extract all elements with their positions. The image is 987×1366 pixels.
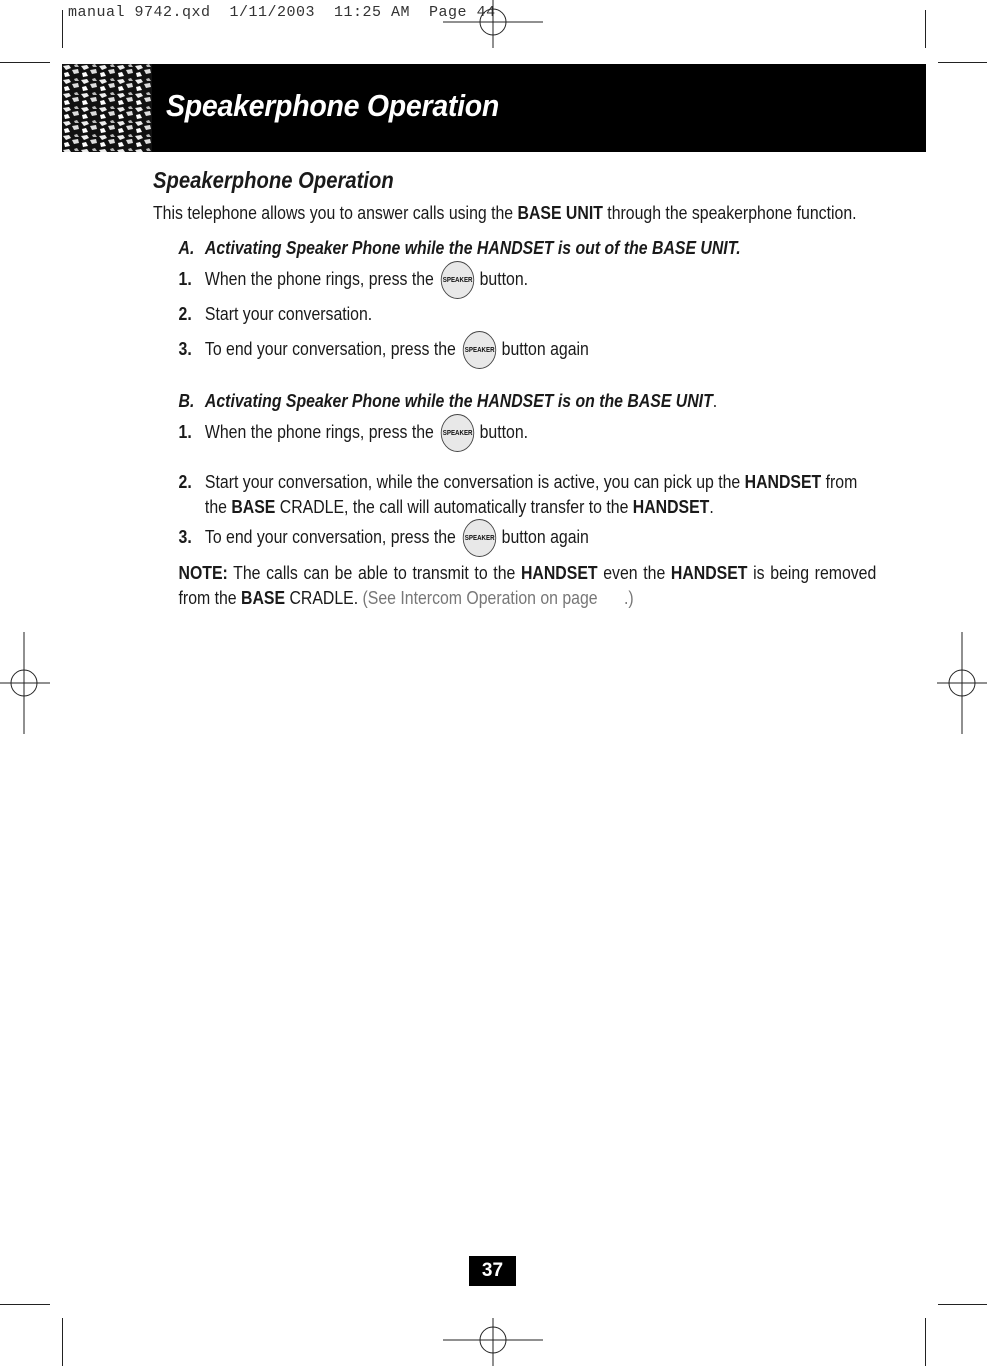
step-number: 2. [178,304,192,324]
speaker-button-icon: SPEAKER [463,519,496,557]
speaker-button-icon: SPEAKER [441,261,474,299]
intro-text-1: This telephone allows you to answer calls using the [153,203,518,223]
note-bold-handset-2: HANDSET [670,563,748,583]
speaker-button-icon: SPEAKER [441,414,474,452]
step-text-2: from the [204,472,858,517]
step-number: 1. [178,422,192,442]
intercom-page-reference: (See Intercom Operation on page .) [362,588,634,608]
crop-mark-bl-h [0,1304,50,1305]
speaker-button-icon: SPEAKER [463,331,496,369]
step-bold-base: BASE [231,497,276,517]
registration-mark-right [937,632,987,734]
content [153,164,877,611]
step-text: To end your conversation, press the [204,339,456,359]
step-text-after: button again [501,339,589,359]
step-text: To end your conversation, press the [204,527,456,547]
part-a-step-3 [179,337,877,367]
registration-mark-bottom [443,1316,543,1366]
intro-paragraph [153,201,876,226]
step-text-4: . [709,497,714,517]
crop-mark-tl-h [0,62,50,63]
crop-mark-br-v [925,1318,926,1366]
step-text-after: button again [501,527,589,547]
part-b-title: Activating Speaker Phone while the HANDSET is on the BASE UNIT [204,391,713,411]
part-b-step-3 [179,525,877,555]
crop-mark-br-h [938,1304,987,1305]
header-band [62,64,926,152]
note-text-1: The calls can be able to transmit to the [227,563,521,583]
step-number: 1. [178,269,192,289]
note-text-3: is being removed from the [178,563,877,608]
part-b-title-end: . [712,391,718,411]
step-text-1: Start your conversation, while the conversation is active, you can pick up the [204,472,745,492]
part-b-heading [179,389,877,414]
step-text-after: button. [479,422,529,442]
crop-mark-tr-h [938,62,987,63]
step-number: 3. [178,339,192,359]
crop-mark-bl-v [62,1318,63,1366]
print-slug: manual 9742.qxd 1/11/2003 11:25 AM Page 44 [68,4,496,21]
step-text-3: CRADLE, the call will automatically transfer to the [275,497,633,517]
part-b-step-1 [179,420,877,450]
part-a-title: Activating Speaker Phone while the HANDSET is out of the BASE UNIT. [204,238,741,258]
note-bold-handset: HANDSET [520,563,598,583]
section-title: Speakerphone Operation [153,167,394,193]
step-text: When the phone rings, press the [204,269,434,289]
header-title: Speakerphone Operation [166,88,500,123]
part-a-step-1 [179,267,877,297]
part-a-label: A. [178,238,195,258]
intro-bold-base-unit: BASE UNIT [517,203,603,223]
part-a-step-2 [179,302,877,332]
step-number: 3. [178,527,192,547]
registration-mark-left [0,632,50,734]
step-bold-handset-2: HANDSET [632,497,710,517]
part-b-label: B. [178,391,195,411]
note-label: NOTE: [178,563,228,583]
note-text-2: even the [597,563,671,583]
step-bold-handset: HANDSET [744,472,822,492]
registration-mark-top [443,0,543,50]
note-bold-base: BASE [241,588,286,608]
texture-pattern-icon [62,64,152,152]
step-text: Start your conversation. [204,304,373,324]
part-a-heading [179,236,877,261]
step-number: 2. [178,472,192,492]
intro-text-2: through the speakerphone function. [602,203,857,223]
page-number: 37 [469,1256,516,1286]
step-text-after: button. [479,269,529,289]
note-text-4: CRADLE. [285,588,363,608]
part-b-step-2 [179,470,877,520]
step-text: When the phone rings, press the [204,422,434,442]
crop-mark-tl-v [62,10,63,48]
crop-mark-tr-v [925,10,926,48]
note-paragraph [179,561,877,611]
